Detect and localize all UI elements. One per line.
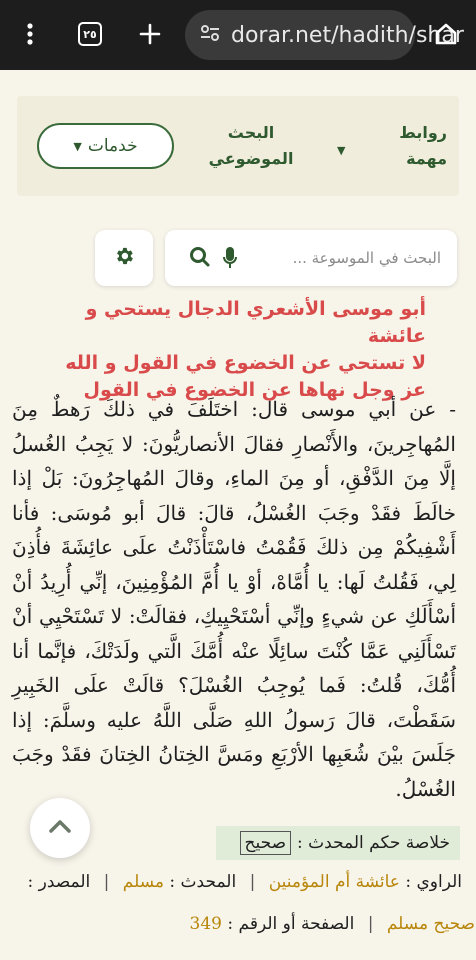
home-icon[interactable]: [426, 14, 466, 54]
topic-search-line-1: البحث: [227, 123, 275, 142]
search-area: [95, 230, 457, 286]
tab-switcher-button[interactable]: [70, 14, 110, 54]
title-line: لا تستحي عن الخضوع في القول و الله: [65, 352, 426, 374]
ruling-summary: [216, 826, 460, 860]
services-button[interactable]: [37, 123, 174, 169]
search-icon[interactable]: [189, 246, 211, 272]
muhaddith-link[interactable]: مسلم: [122, 872, 164, 892]
title-line: أبو موسى الأشعري الدجال يستحي و عائشة: [85, 298, 426, 347]
source-label: المصدر :: [27, 872, 91, 892]
separator: |: [367, 914, 374, 934]
important-links-line-1: روابط: [399, 123, 447, 142]
hadith-text: - عن أبي موسى قال: اختَلَفَ في ذلكَ رَهطٌ مِنَ المُهاجِرينَ، والأَنْصارِ فقالَ الأنصاريُّونَ: لا يَجِبُ الغُسلُ إلَّا مِنَ الدَّفْقِ، أو مِنَ الماءِ، وقالَ المُهاجِرُونَ: بَلْ إذا خالَطَ فقَدْ وجَبَ الغُسْلُ، قالَ: قالَ أبو مُوسَى: فأنا أَشْفِيكُمْ مِن ذلكَ فَقُمْتُ فاسْتَأْذَنْتُ علَى عائِشَةَ فأُذِنَ لِي، فَقُلتُ لَها: يا أُمَّاهْ، أوْ يا أُمَّ المُؤْمِنِينَ، إنِّي أُرِيدُ أنْ أسْأَلَكِ عن شيءٍ وإنِّي أسْتَحْيِيكِ، فقالَتْ: لا تَسْتَحْيِي أنْ تَسْأَلَنِي عَمَّا كُنْتَ سائِلًا عنْه أُمَّكَ الَّتي ولَدَتْكَ، فإنَّما أنا أُمُّكَ، قُلتُ: فَما يُوجِبُ الغُسْلَ؟ قالَتْ علَى الخَبِيرِ سَقَطْتَ، قالَ رَسولُ اللهِ صَلَّى اللَّهُ عليه وسلَّمَ: إذا جَلَسَ بيْنَ شُعَبِها الأرْبَعِ ومَسَّ الخِتانُ الخِتانَ فقَدْ وجَبَ الغُسْلُ.: [12, 397, 456, 801]
address-bar[interactable]: [185, 10, 464, 60]
search-box: [165, 230, 457, 286]
more-vert-icon[interactable]: [10, 14, 50, 54]
page-label: الصفحة أو الرقم :: [227, 914, 355, 934]
source-link[interactable]: صحيح مسلم: [386, 914, 475, 934]
scroll-to-top-button[interactable]: [30, 798, 90, 858]
important-links-menu[interactable]: [337, 120, 447, 172]
page-number: 349: [189, 914, 222, 934]
narrator-label: الراوي :: [405, 872, 462, 892]
browser-toolbar: [0, 0, 476, 70]
tab-count: ٢٥: [78, 22, 102, 46]
chevron-up-icon: [48, 818, 72, 838]
gear-icon: [113, 245, 135, 271]
topic-search-line-2: الموضوعي: [208, 149, 294, 168]
search-input[interactable]: [261, 244, 441, 272]
ruling-label: خلاصة حكم المحدث :: [297, 833, 450, 853]
site-settings-icon[interactable]: [199, 22, 221, 48]
important-links-line-2: مهمة: [406, 149, 447, 168]
services-label: خدمات: [87, 136, 138, 156]
separator: |: [103, 872, 110, 892]
search-settings-button[interactable]: [95, 230, 153, 286]
url-text: dorar.net/hadith/shar: [231, 22, 464, 48]
mic-icon[interactable]: [223, 246, 237, 274]
source-meta: [190, 914, 475, 934]
hadith-title: [30, 296, 426, 404]
muhaddith-label: المحدث :: [169, 872, 237, 892]
separator: |: [249, 872, 256, 892]
plus-icon[interactable]: [130, 14, 170, 54]
title-line: عز وجل نهاها عن الخضوع في القول: [83, 379, 426, 401]
ruling-value: صحيح: [240, 831, 292, 855]
site-nav: [17, 96, 459, 196]
narration-meta: [27, 872, 462, 892]
caret-down-icon: ▼: [73, 139, 82, 153]
narrator-link[interactable]: عائشة أم المؤمنين: [268, 872, 400, 892]
caret-down-icon: ▼: [337, 144, 346, 157]
topic-search-link[interactable]: [201, 120, 301, 172]
